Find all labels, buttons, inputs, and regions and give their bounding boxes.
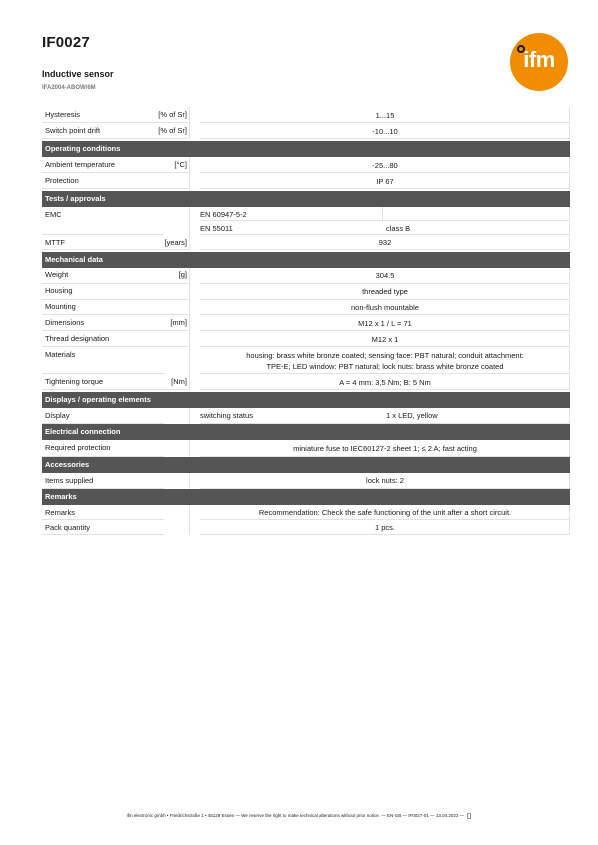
row-materials bbox=[42, 347, 570, 374]
row-display bbox=[42, 408, 570, 424]
row-label: Items supplied bbox=[45, 476, 94, 485]
row-value: M12 x 1 / L = 71 bbox=[358, 319, 412, 328]
row-ambient-temperature bbox=[42, 157, 570, 173]
row-label: Protection bbox=[45, 176, 79, 185]
row-label: Mounting bbox=[45, 302, 76, 311]
row-label: Ambient temperature bbox=[45, 160, 116, 169]
display-value: 1 x LED, yellow bbox=[386, 411, 438, 420]
row-pack-quantity bbox=[42, 520, 570, 535]
section-tests-approvals: Tests / approvals bbox=[42, 191, 570, 207]
row-items-supplied bbox=[42, 473, 570, 489]
row-label: Tightening torque bbox=[45, 377, 104, 386]
row-label: Remarks bbox=[45, 508, 76, 517]
emc-standard-2: EN 55011 bbox=[200, 224, 233, 233]
section-operating-conditions: Operating conditions bbox=[42, 141, 570, 157]
row-unit: [Nm] bbox=[171, 377, 187, 386]
row-remarks bbox=[42, 505, 570, 520]
row-value-line-2: TPE-E; LED window: PBT natural; lock nuts: brass white bronze coated bbox=[266, 362, 504, 371]
section-remarks: Remarks bbox=[42, 489, 570, 505]
row-label: Switch point drift bbox=[45, 126, 101, 135]
row-value: non-flush mountable bbox=[351, 303, 419, 312]
row-value: IP 67 bbox=[376, 177, 394, 186]
row-unit: [years] bbox=[164, 238, 187, 247]
row-dimensions bbox=[42, 315, 570, 331]
row-housing bbox=[42, 284, 570, 300]
row-unit: [mm] bbox=[170, 318, 187, 327]
row-unit: [% of Sr] bbox=[158, 126, 187, 135]
row-value: miniature fuse to IEC60127-2 sheet 1; ≤ 2 A; fast acting bbox=[293, 444, 477, 453]
row-value: 1...15 bbox=[375, 111, 395, 120]
section-accessories: Accessories bbox=[42, 457, 570, 473]
row-label: Pack quantity bbox=[45, 523, 91, 532]
row-weight bbox=[42, 268, 570, 284]
row-value: 932 bbox=[378, 238, 392, 247]
row-required-protection bbox=[42, 440, 570, 457]
row-value: Recommendation: Check the safe functioning of the unit after a short circuit. bbox=[258, 508, 512, 517]
row-value: A = 4 mm: 3,5 Nm; B: 5 Nm bbox=[339, 378, 431, 387]
row-label: MTTF bbox=[45, 238, 65, 247]
row-label: Dimensions bbox=[45, 318, 85, 327]
row-value: M12 x 1 bbox=[371, 335, 399, 344]
row-label: Thread designation bbox=[45, 334, 110, 343]
row-label: Required protection bbox=[45, 443, 111, 452]
row-label: Display bbox=[45, 411, 70, 420]
row-label: Materials bbox=[45, 350, 76, 359]
row-mttf bbox=[42, 235, 570, 250]
logo-text: ifm bbox=[523, 47, 555, 72]
row-value-line-1: housing: brass white bronze coated; sensing face: PBT natural; conduit attachment: bbox=[246, 351, 524, 360]
row-label: Hysteresis bbox=[45, 110, 81, 119]
ifm-logo bbox=[510, 33, 568, 91]
section-mechanical-data: Mechanical data bbox=[42, 252, 570, 268]
row-protection bbox=[42, 173, 570, 189]
row-mounting bbox=[42, 300, 570, 315]
spec-table bbox=[42, 107, 570, 535]
footer-text: ifm electronic gmbh • Friedrichstraße 1 • 45128 Essen — We reserve the right to make technical alterations without prior notice. — EN-GB — IF0027-01 — 13.04.2023 — bbox=[126, 813, 465, 819]
product-subtitle: Inductive sensor bbox=[42, 69, 114, 79]
page-footer bbox=[0, 813, 598, 819]
section-displays-operating-elements: Displays / operating elements bbox=[42, 392, 570, 408]
row-unit: [°C] bbox=[174, 160, 187, 169]
row-unit: [g] bbox=[178, 270, 187, 279]
page-icon bbox=[467, 813, 471, 819]
row-switch-point-drift bbox=[42, 123, 570, 139]
row-value: -10...10 bbox=[372, 127, 398, 136]
row-value: 1 pcs. bbox=[374, 523, 395, 532]
emc-standard-2-class: class B bbox=[386, 224, 411, 233]
row-hysteresis bbox=[42, 107, 570, 123]
row-unit: [% of Sr] bbox=[158, 110, 187, 119]
row-value: -25...80 bbox=[372, 161, 398, 170]
row-value: 304.5 bbox=[375, 271, 395, 280]
product-code: IFA2004-ABOW/6M bbox=[42, 85, 96, 91]
row-label: EMC bbox=[45, 210, 62, 219]
row-tightening-torque bbox=[42, 374, 570, 390]
row-emc bbox=[42, 207, 570, 235]
product-title: IF0027 bbox=[42, 34, 90, 51]
display-type: switching status bbox=[200, 411, 253, 420]
row-thread-designation bbox=[42, 331, 570, 347]
row-label: Weight bbox=[45, 270, 69, 279]
row-label: Housing bbox=[45, 286, 73, 295]
row-value: lock nuts: 2 bbox=[366, 476, 404, 485]
section-electrical-connection: Electrical connection bbox=[42, 424, 570, 440]
row-value: threaded type bbox=[362, 287, 408, 296]
emc-standard-1: EN 60947-5-2 bbox=[200, 210, 247, 219]
